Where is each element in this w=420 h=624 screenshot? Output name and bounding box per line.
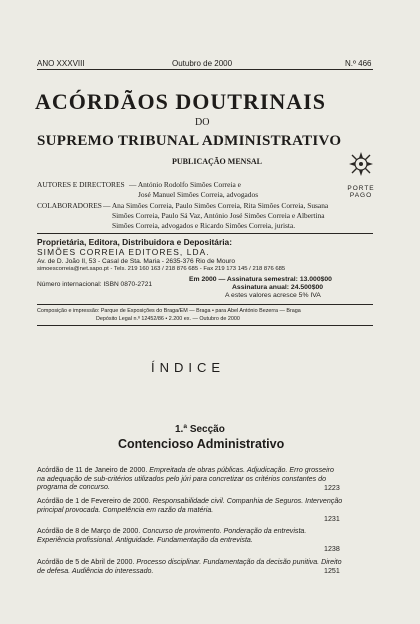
entry-date: Acórdão de 11 de Janeiro de 2000. xyxy=(37,466,148,474)
title-do: DO xyxy=(195,117,210,128)
credits-rule xyxy=(37,233,373,234)
printing-line-2: Depósito Legal n.º 12452/86 • 2.200 ex. — Outubro de 2000 xyxy=(96,316,240,322)
issue-date: Outubro de 2000 xyxy=(172,59,233,68)
entry-date: Acórdão de 1 de Fevereiro de 2000. xyxy=(37,497,151,505)
index-entry[interactable] xyxy=(37,497,343,514)
subscription-semestral: Em 2000 — Assinatura semestral: 13.000$00 xyxy=(189,276,332,283)
publication-frequency: PUBLICAÇÃO MENSAL xyxy=(172,157,263,166)
publisher-contacts: simoescorreia@net.sapo.pt - Tels. 219 160 163 / 218 876 685 - Fax 219 173 145 / 218 876 685 xyxy=(37,266,286,272)
entry-summary: Empreitada de obras públicas. Adjudicação. Erro grosseiro na adequação de sub-critérios utilizados pelo júri para concretizar os critérios constantes do programa de concurso. xyxy=(37,466,334,492)
entry-page-number: 1223 xyxy=(324,484,340,492)
section-title: Contencioso Administrativo xyxy=(118,437,285,451)
collaborators-line-3: Simões Correia, advogados e Ricardo Simões Correia, jurista. xyxy=(112,221,296,230)
header-rule xyxy=(37,69,373,70)
collaborators-label: COLABORADORES xyxy=(37,201,102,210)
entry-page-number: 1231 xyxy=(324,515,340,523)
printing-rule xyxy=(37,325,373,326)
subscription-annual: Assinatura anual: 24.500$00 xyxy=(232,284,324,291)
index-entry[interactable] xyxy=(37,527,343,544)
entry-page-number: 1251 xyxy=(324,567,340,575)
index-entry[interactable] xyxy=(37,466,343,492)
publisher-address: Av. de D. João II, 53 - Casal de Sta. Maria - 2635-376 Rio de Mouro xyxy=(37,258,236,265)
subscription-vat: A estes valores acresce 5% IVA xyxy=(225,292,321,299)
collaborators-line-2: Simões Correia, Paulo Sá Vaz, António José Simões Correia e Albertina xyxy=(112,211,325,220)
emblem-icon xyxy=(344,151,378,177)
journal-title: ACÓRDÃOS DOUTRINAIS xyxy=(35,89,326,114)
index-heading: ÍNDICE xyxy=(151,360,226,375)
entry-date: Acórdão de 5 de Abril de 2000. xyxy=(37,558,135,566)
court-title: SUPREMO TRIBUNAL ADMINISTRATIVO xyxy=(37,133,342,149)
porte-label: PORTE xyxy=(347,185,375,192)
volume-year: ANO XXXVIII xyxy=(37,59,85,68)
publisher-name: SIMÕES CORREIA EDITORES, LDA. xyxy=(37,247,210,257)
pago-label: PAGO xyxy=(349,192,373,199)
issue-number: N.º 466 xyxy=(345,59,372,68)
index-entry[interactable] xyxy=(37,558,343,575)
authors-label: AUTORES E DIRECTORES xyxy=(37,180,125,189)
entry-summary: Concurso de provimento. Ponderação da entrevista. Experiência profissional. Antiguidade. Fundamentação da entrevista. xyxy=(37,527,307,544)
collaborators-line-1: — Ana Simões Correia, Paulo Simões Correia, Rita Simões Correia, Susana xyxy=(103,201,329,210)
entry-date: Acórdão de 8 de Março de 2000. xyxy=(37,527,141,535)
issn: Número internacional: ISBN 0870-2721 xyxy=(37,281,153,288)
subscription-rule xyxy=(37,304,373,305)
entry-summary: Responsabilidade civil. Companhia de Seguros. Intervenção principal provocada. Competência em razão da matéria. xyxy=(37,497,343,514)
entry-summary: Processo disciplinar. Fundamentação da decisão punitiva. Direito de defesa. Audiência do interessado. xyxy=(37,558,342,575)
printing-line-1: Composição e impressão: Parque de Exposições do Braga/EM — Braga • para Abel António Bezerra — Braga xyxy=(37,308,301,314)
porte-pago-stamp xyxy=(344,151,378,199)
section-number: 1.ª Secção xyxy=(175,424,225,435)
entry-page-number: 1238 xyxy=(324,545,340,553)
publisher-heading: Proprietária, Editora, Distribuidora e Depositária: xyxy=(37,237,232,247)
authors-line-2: José Manuel Simões Correia, advogados xyxy=(138,190,259,199)
authors-line-1: — António Rodolfo Simões Correia e xyxy=(129,180,241,189)
